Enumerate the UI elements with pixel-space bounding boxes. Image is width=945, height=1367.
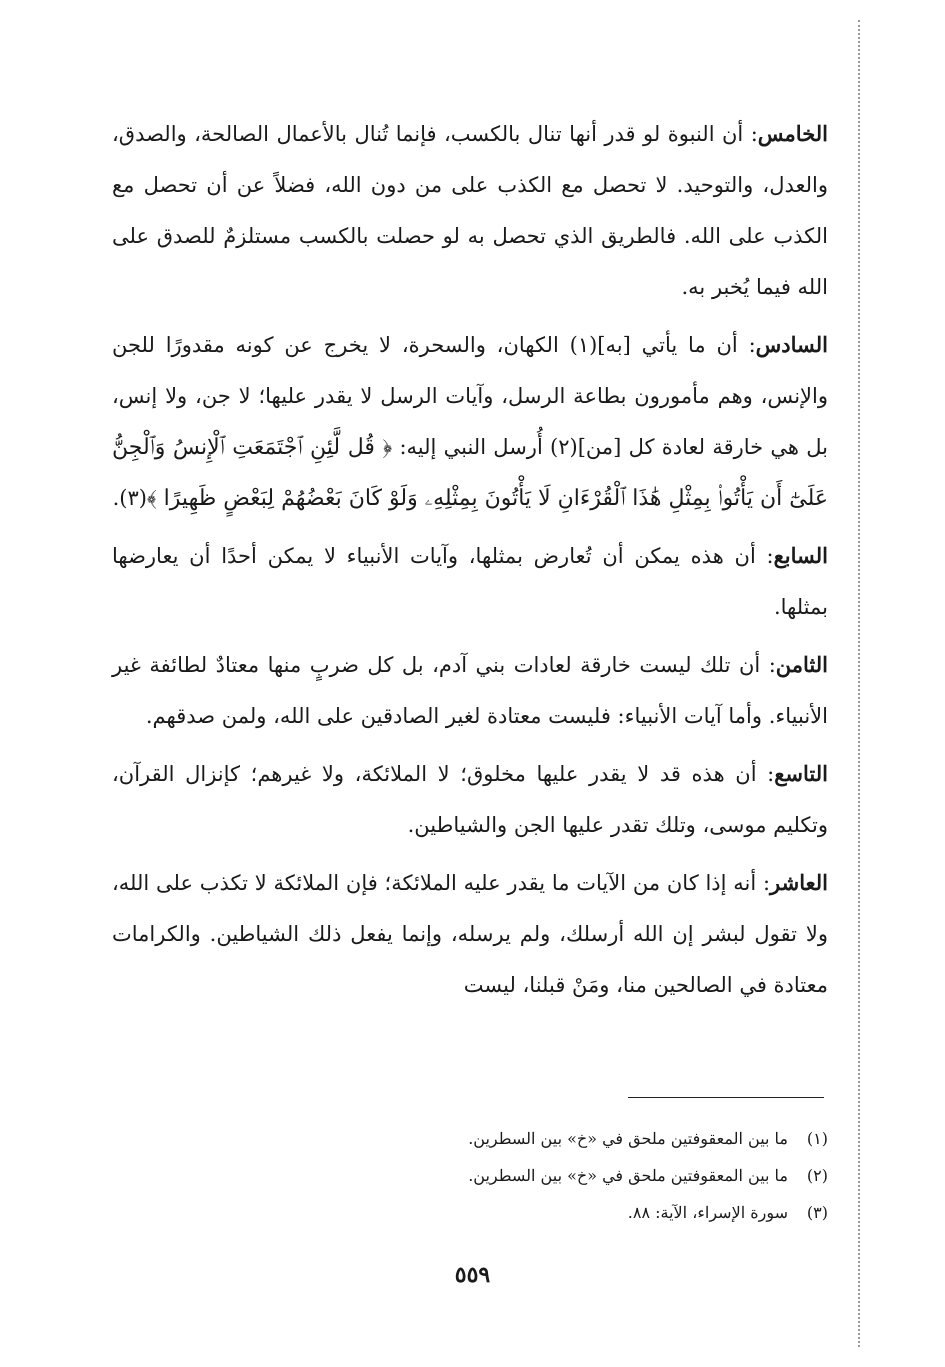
paragraph-fifth: [112, 108, 828, 313]
paragraph-seventh: [112, 530, 828, 633]
paragraph-body: : أن هذه يمكن أن تُعارض بمثلها، وآيات الأنبياء لا يمكن أحدًا أن يعارضها بمثلها.: [112, 544, 828, 619]
footnotes: [380, 1120, 828, 1231]
paragraph-heading: الثامن: [775, 652, 828, 677]
footnote-3: [380, 1194, 828, 1231]
footnote-text: سورة الإسراء، الآية: ٨٨.: [627, 1203, 788, 1222]
quran-verse: ﴿ قُل لَّئِنِ ٱجْتَمَعَتِ ٱلْإِنسُ وَٱلْجِنُّ عَلَىٰٓ أَن يَأْتُوا۟ بِمِثْلِ هَٰذَا ٱلْقُرْءَانِ لَا يَأْتُونَ بِمِثْلِهِۦ وَلَوْ كَانَ بَعْضُهُمْ لِبَعْضٍ ظَهِيرًا ﴾: [112, 435, 828, 511]
paragraph-heading: التاسع: [774, 761, 828, 786]
paragraph-body: : أن النبوة لو قدر أنها تنال بالكسب، فإنما تُنال بالأعمال الصالحة، والصدق، والعدل، والتوحيد. لا تحصل مع الكذب على من دون الله، فضلاً عن أن تحصل مع الكذب على الله. فالطريق الذي تحصل به لو حصلت بالكسب مستلزمٌ للصدق على الله فيما يُخبر به.: [112, 122, 828, 299]
paragraph-body: : أن ما يأتي [به](١) الكهان، والسحرة، لا يخرج عن كونه مقدورًا للجن والإنس، وهم مأمورون بطاعة الرسل، وآيات الرسل لا يقدر عليها؛ لا جن، ولا إنس، بل هي خارقة لعادة كل [من](٢) أُرسل النبي إليه:: [112, 333, 828, 459]
footnote-number: (١): [806, 1129, 828, 1148]
paragraph-heading: السادس: [755, 332, 828, 357]
verse-footnote-ref: (٣).: [112, 486, 147, 510]
paragraph-body: : أنه إذا كان من الآيات ما يقدر عليه الملائكة؛ فإن الملائكة لا تكذب على الله، ولا تقول لبشر إن الله أرسلك، ولم يرسله، وإنما يفعل ذلك الشياطين. والكرامات معتادة في الصالحين منا، ومَنْ قبلنا، ليست: [112, 871, 828, 997]
footnote-2: [380, 1157, 828, 1194]
footnote-separator: [628, 1097, 824, 1098]
main-text: [112, 108, 828, 1011]
paragraph-ninth: [112, 748, 828, 851]
paragraph-heading: الخامس: [757, 121, 828, 146]
footnote-text: ما بين المعقوفتين ملحق في «خ» بين السطرين.: [468, 1129, 788, 1148]
paragraph-heading: العاشر: [770, 870, 828, 895]
page-number: ٥٥٩: [454, 1262, 491, 1288]
paragraph-sixth: [112, 319, 828, 524]
paragraph-heading: السابع: [773, 543, 828, 568]
margin-dotted-line: [858, 20, 860, 1347]
footnote-number: (٢): [806, 1166, 828, 1185]
footnote-1: [380, 1120, 828, 1157]
paragraph-body: : أن تلك ليست خارقة لعادات بني آدم، بل كل ضربٍ منها معتادٌ لطائفة غير الأنبياء. وأما آيات الأنبياء: فليست معتادة لغير الصادقين على الله، ولمن صدقهم.: [112, 653, 828, 728]
paragraph-eighth: [112, 639, 828, 742]
paragraph-tenth: [112, 857, 828, 1011]
footnote-number: (٣): [806, 1203, 828, 1222]
paragraph-body: : أن هذه قد لا يقدر عليها مخلوق؛ لا الملائكة، ولا غيرهم؛ كإنزال القرآن، وتكليم موسى، وتلك تقدر عليها الجن والشياطين.: [112, 762, 828, 837]
footnote-text: ما بين المعقوفتين ملحق في «خ» بين السطرين.: [468, 1166, 788, 1185]
